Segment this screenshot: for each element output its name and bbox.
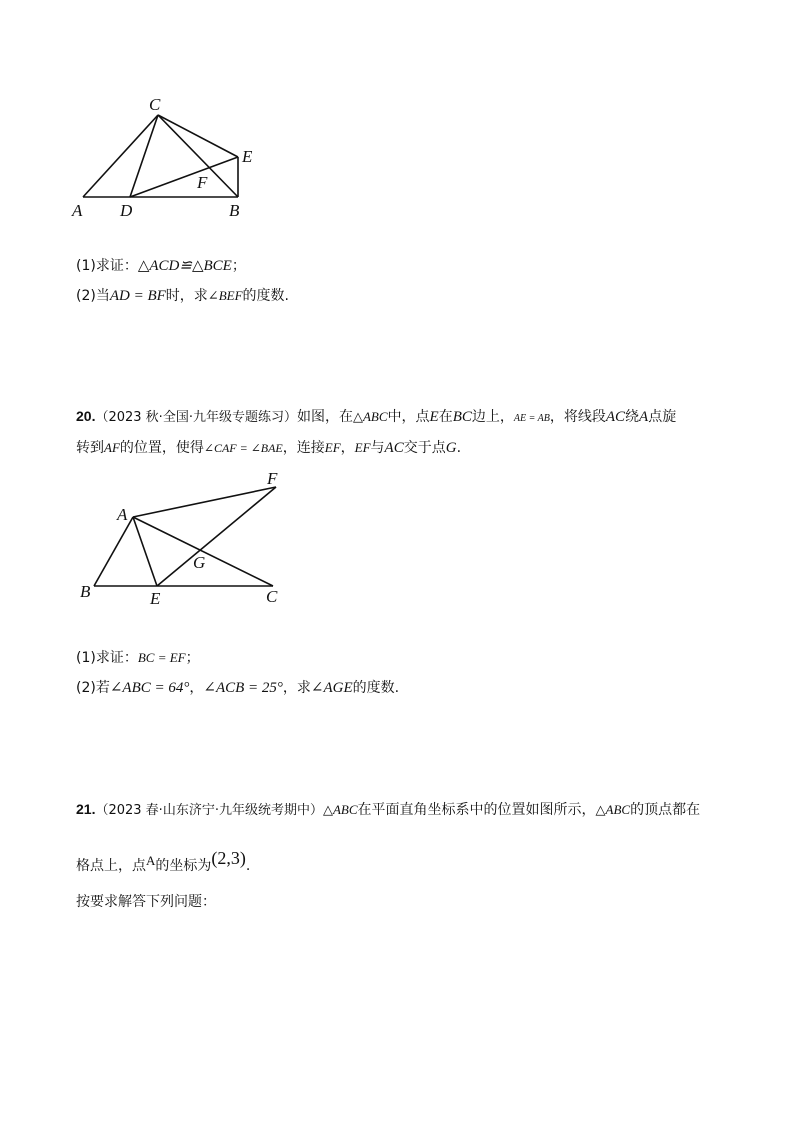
label-D: D (120, 201, 133, 220)
q21-text: 格点上，点 (76, 858, 146, 874)
segment-AC (83, 115, 158, 197)
segment-CD (130, 115, 158, 197)
q20-text: 转到 (76, 440, 104, 456)
q20-part1-suffix: ； (185, 650, 200, 666)
q20-text: ， (340, 440, 355, 456)
q20-part1-math: BC = EF (137, 650, 186, 665)
segment-CE (158, 115, 238, 157)
q20-math-G: G (445, 440, 457, 456)
q20-source: （2023 秋·全国·九年级专题练习） (95, 410, 297, 425)
q20-math-EF: EF (324, 440, 341, 455)
label-C: C (266, 587, 278, 606)
q20-math-BC: BC (452, 409, 472, 425)
q21-number: 21. (76, 801, 96, 817)
label-F: F (267, 469, 278, 488)
q20-text: 与 (370, 440, 385, 456)
q19-part2-mid: 时，求 (165, 288, 208, 304)
q20-text: 点旋 (648, 409, 677, 425)
label-E: E (150, 589, 161, 608)
q20-number: 20. (76, 408, 96, 424)
q21-source: （2023 春·山东济宁·九年级统考期中） (95, 803, 323, 818)
segment-FE (157, 487, 276, 586)
q19-part1-math: △ACD≌△BCE (137, 258, 232, 274)
q20-part2-mid: ，求 (282, 680, 311, 696)
q20-part2-prefix: (2)若 (76, 680, 110, 696)
q20-line1 (76, 406, 676, 429)
q21-text: . (245, 858, 251, 874)
q19-part1 (76, 256, 246, 276)
q20-part1-prefix: (1)求证： (76, 650, 138, 666)
q21-instruction: 按要求解答下列问题： (76, 894, 216, 910)
q21-math-A: A (146, 853, 156, 868)
q20-math-angles: ∠CAF = ∠BAE (203, 441, 283, 455)
q20-math-E: E (429, 409, 439, 425)
q20-text: ，连接 (282, 440, 325, 456)
q20-text: 边上， (471, 409, 514, 425)
q19-part1-suffix: ； (231, 258, 246, 274)
q20-text: 绕 (625, 409, 640, 425)
segment-DE (130, 157, 238, 197)
q21-math-triangle2: △ABC (595, 802, 631, 817)
label-E: E (242, 147, 253, 166)
q20-text: ，将线段 (549, 409, 606, 425)
q19-part2-prefix: (2)当 (76, 288, 110, 304)
q21-line3 (76, 892, 216, 912)
q20-part1 (76, 648, 200, 668)
label-B: B (229, 201, 240, 220)
q20-part2-sep: ， (189, 680, 204, 696)
segment-AF (133, 487, 276, 517)
q21-line2 (76, 848, 250, 876)
q21-math-coord: (2,3) (211, 848, 246, 868)
q20-text: 交于点 (403, 440, 446, 456)
q20-text: 如图，在 (296, 409, 353, 425)
label-F: F (197, 173, 208, 192)
q20-math-triangle: △ABC (352, 409, 388, 424)
q19-part2-suffix: 的度数. (242, 288, 289, 304)
q20-part2 (76, 678, 399, 698)
q20-text: . (456, 440, 462, 456)
label-B: B (80, 582, 91, 601)
figure-q19 (60, 92, 280, 224)
q20-part2-math3: ∠AGE (310, 680, 353, 696)
q21-text: 的坐标为 (155, 858, 212, 874)
q19-part2-math1: AD = BF (109, 288, 166, 304)
q20-text: 的位置，使得 (119, 440, 204, 456)
q20-part2-math2: ∠ACB = 25° (203, 680, 283, 696)
q20-text: 在 (438, 409, 453, 425)
q20-part2-math1: ∠ABC = 64° (109, 680, 190, 696)
q20-line2 (76, 438, 461, 458)
q19-part2-math2: ∠BEF (207, 288, 243, 303)
label-A: A (117, 505, 128, 524)
q21-text: 在平面直角坐标系中的位置如图所示， (357, 802, 596, 818)
q21-line1 (76, 799, 700, 821)
q20-part2-suffix: 的度数. (352, 680, 400, 696)
q20-math-AC: AC (605, 409, 626, 425)
q21-math-triangle: △ABC (322, 802, 358, 817)
q20-math-AE-AB: AE = AB (513, 413, 550, 424)
segment-AB (94, 517, 133, 586)
q20-math-AF: AF (104, 440, 120, 455)
label-A: A (72, 201, 83, 220)
q20-math-EF2: EF (354, 440, 371, 455)
q21-text: 的顶点都在 (630, 802, 701, 818)
q20-text: 中，点 (387, 409, 430, 425)
q20-math-AC2: AC (384, 440, 404, 456)
label-G: G (193, 553, 206, 572)
q19-part1-prefix: (1)求证： (76, 258, 138, 274)
q20-math-A: A (639, 409, 649, 425)
figure-q20 (70, 465, 300, 610)
label-C: C (149, 95, 161, 114)
q19-part2 (76, 286, 289, 306)
